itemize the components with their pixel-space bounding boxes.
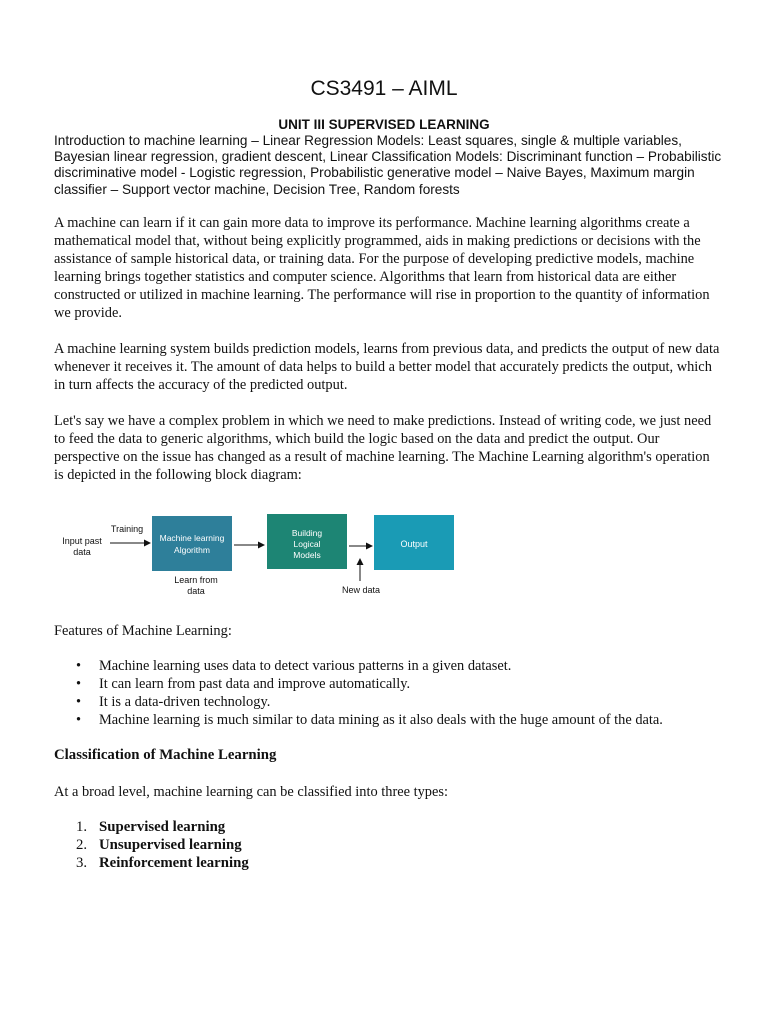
type-label: Unsupervised learning <box>99 837 242 854</box>
feature-text: Machine learning is much similar to data mining as it also deals with the huge amount of the data. <box>99 712 663 729</box>
list-number: 2. <box>76 837 88 854</box>
prediction-paragraph: A machine learning system builds prediction models, learns from previous data, and predicts the output of new data whenever it receives it. The amount of data helps to build a better model that accurately predicts the output, which in turn affects the accuracy of the predicted output. <box>54 341 720 394</box>
bullet-icon: • <box>76 658 82 674</box>
features-list <box>54 657 663 729</box>
intro-paragraph: A machine can learn if it can gain more data to improve its performance. Machine learning algorithms create a mathematical model that, without being explicitly programmed, aids in making predictions or decisions with the assistance of sample historical data, or training data. For the purpose of developing predictive models, machine learning brings together statistics and computer science. Algorithms that learn from historical data are either constructed or utilized in machine learning. The performance will rise in proportion to the quantity of information we provide. <box>54 215 710 322</box>
list-item <box>54 854 249 872</box>
feature-text: Machine learning uses data to detect various patterns in a given dataset. <box>99 658 512 674</box>
building-label-line3: Models <box>293 550 321 560</box>
list-number: 3. <box>76 855 88 872</box>
list-item <box>54 657 663 675</box>
list-item <box>54 836 249 854</box>
classification-heading: Classification of Machine Learning <box>54 747 277 763</box>
type-label: Supervised learning <box>99 819 226 835</box>
new-data-label: New data <box>341 585 381 595</box>
classification-intro: At a broad level, machine learning can be classified into three types: <box>54 784 448 800</box>
feature-text: It can learn from past data and improve automatically. <box>99 676 411 693</box>
list-item <box>54 675 663 693</box>
list-item <box>54 693 663 711</box>
input-label-line2: data <box>73 547 91 557</box>
algorithm-label-line1: Machine learning <box>159 533 225 543</box>
block-diagram-paragraph: Let's say we have a complex problem in which we need to make predictions. Instead of writing code, we just need to feed the data to generic algorithms, which build the logic based on the data and predict the output. Our perspective on the issue has changed as a result of machine learning. The Machine Learning algorithm's operation is depicted in the following block diagram: <box>54 413 712 484</box>
ml-block-diagram <box>54 505 474 605</box>
document-title: CS3491 – AIML <box>310 77 458 100</box>
output-label: Output <box>400 539 428 549</box>
building-label-line2: Logical <box>293 539 321 549</box>
list-item <box>54 818 249 836</box>
syllabus-text: Introduction to machine learning – Linear Regression Models: Least squares, single & multiple variables, Bayesian linear regression, gradient descent, Linear Classification Models: Discriminant function – Probabilistic discriminative model - Logistic regression, Probabilistic generative model – Naive Bayes, Maximum margin classifier – Support vector machine, Decision Tree, Random forests <box>54 133 722 197</box>
learn-label-line1: Learn from <box>174 575 218 585</box>
learn-label-line2: data <box>187 586 205 596</box>
list-item <box>54 711 663 729</box>
bullet-icon: • <box>76 694 82 711</box>
input-label-line1: Input past <box>62 536 102 546</box>
list-number: 1. <box>76 819 88 835</box>
features-title: Features of Machine Learning: <box>54 623 232 639</box>
algorithm-box <box>152 516 232 571</box>
training-label: Training <box>110 524 144 534</box>
feature-text: It is a data-driven technology. <box>99 694 271 711</box>
unit-heading: UNIT III SUPERVISED LEARNING <box>278 117 490 132</box>
bullet-icon: • <box>76 712 82 729</box>
type-label: Reinforcement learning <box>99 855 249 872</box>
bullet-icon: • <box>76 676 82 693</box>
building-label-line1: Building <box>291 528 323 538</box>
ml-types-list <box>54 818 249 873</box>
algorithm-label-line2: Algorithm <box>174 545 210 555</box>
